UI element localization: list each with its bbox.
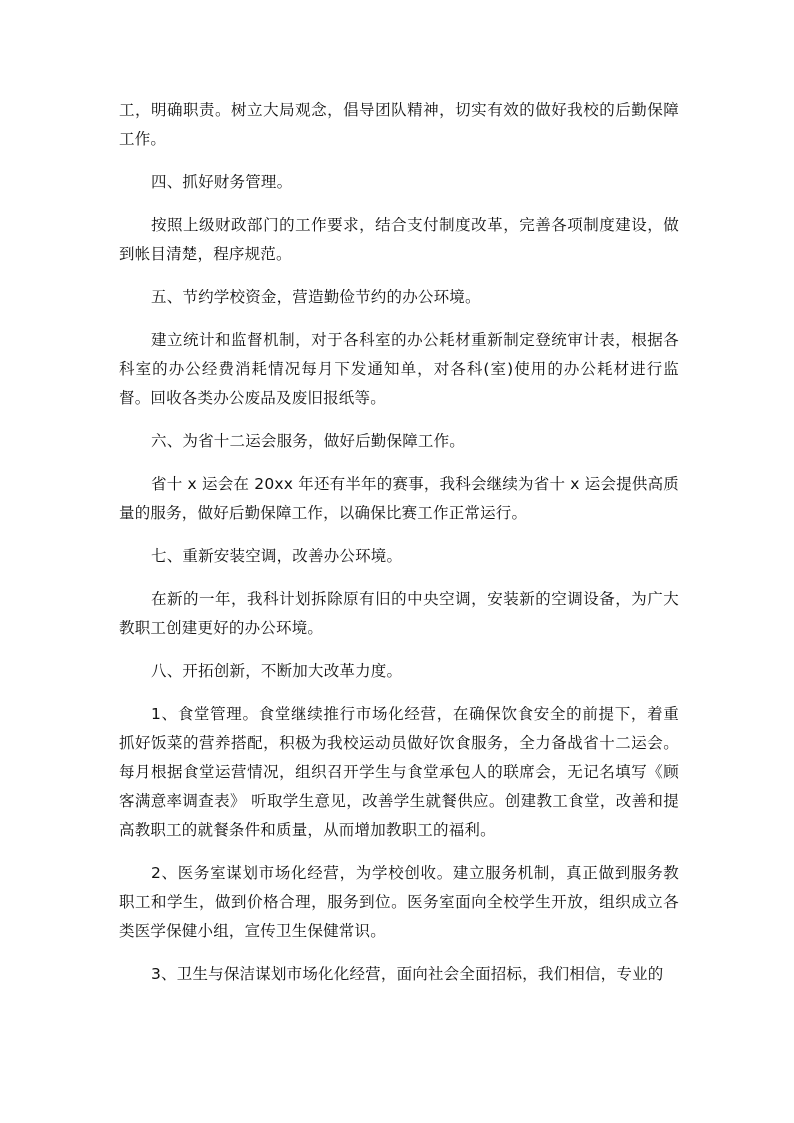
paragraph-finance: 按照上级财政部门的工作要求，结合支付制度改革，完善各项制度建设，做到帐目清楚，程序规范。 [119,216,679,263]
document-body [119,96,679,989]
section-heading-8: 八、开拓创新，不断加大改革力度。 [151,662,403,680]
paragraph-supervision: 建立统计和监督机制，对于各科室的办公耗材重新制定登统审计表，根据各科室的办公经费消耗情况每月下发通知单，对各科(室)使用的办公耗材进行监督。回收各类办公废品及废旧报纸等。 [119,331,679,407]
paragraph-clinic: 2、医务室谋划市场化经营，为学校创收。建立服务机制，真正做到服务教职工和学生，做到价格合理，服务到位。医务室面向全校学生开放，组织成立各类医学保健小组，宣传卫生保健常识。 [119,864,679,940]
section-heading-4: 四、抓好财务管理。 [151,173,293,191]
section-heading-6: 六、为省十二运会服务，做好后勤保障工作。 [151,432,466,450]
section-heading-7: 七、重新安装空调，改善办公环境。 [151,547,403,565]
paragraph-air-conditioning: 在新的一年，我科计划拆除原有旧的中央空调，安装新的空调设备，为广大教职工创建更好的办公环境。 [119,590,679,637]
paragraph-cleaning: 3、卫生与保洁谋划市场化化经营，面向社会全面招标，我们相信，专业的 [151,965,664,983]
section-heading-5: 五、节约学校资金，营造勤俭节约的办公环境。 [151,288,481,306]
paragraph-games-service: 省十 x 运会在 20xx 年还有半年的赛事，我科会继续为省十 x 运会提供高质量的服务，做好后勤保障工作，以确保比赛工作正常运行。 [119,475,679,522]
paragraph-continuation: 工，明确职责。树立大局观念，倡导团队精神，切实有效的做好我校的后勤保障工作。 [119,101,679,148]
paragraph-canteen: 1、食堂管理。食堂继续推行市场化经营，在确保饮食安全的前提下，着重抓好饭菜的营养搭配，积极为我校运动员做好饮食服务，全力备战省十二运会。每月根据食堂运营情况，组织召开学生与食堂承包人的联席会，无记名填写《顾客满意率调查表》 听取学生意见，改善学生就餐供应。创建教工食堂，改善和提高教职工的就餐条件和质量，从而增加教职工的福利。 [119,705,679,839]
